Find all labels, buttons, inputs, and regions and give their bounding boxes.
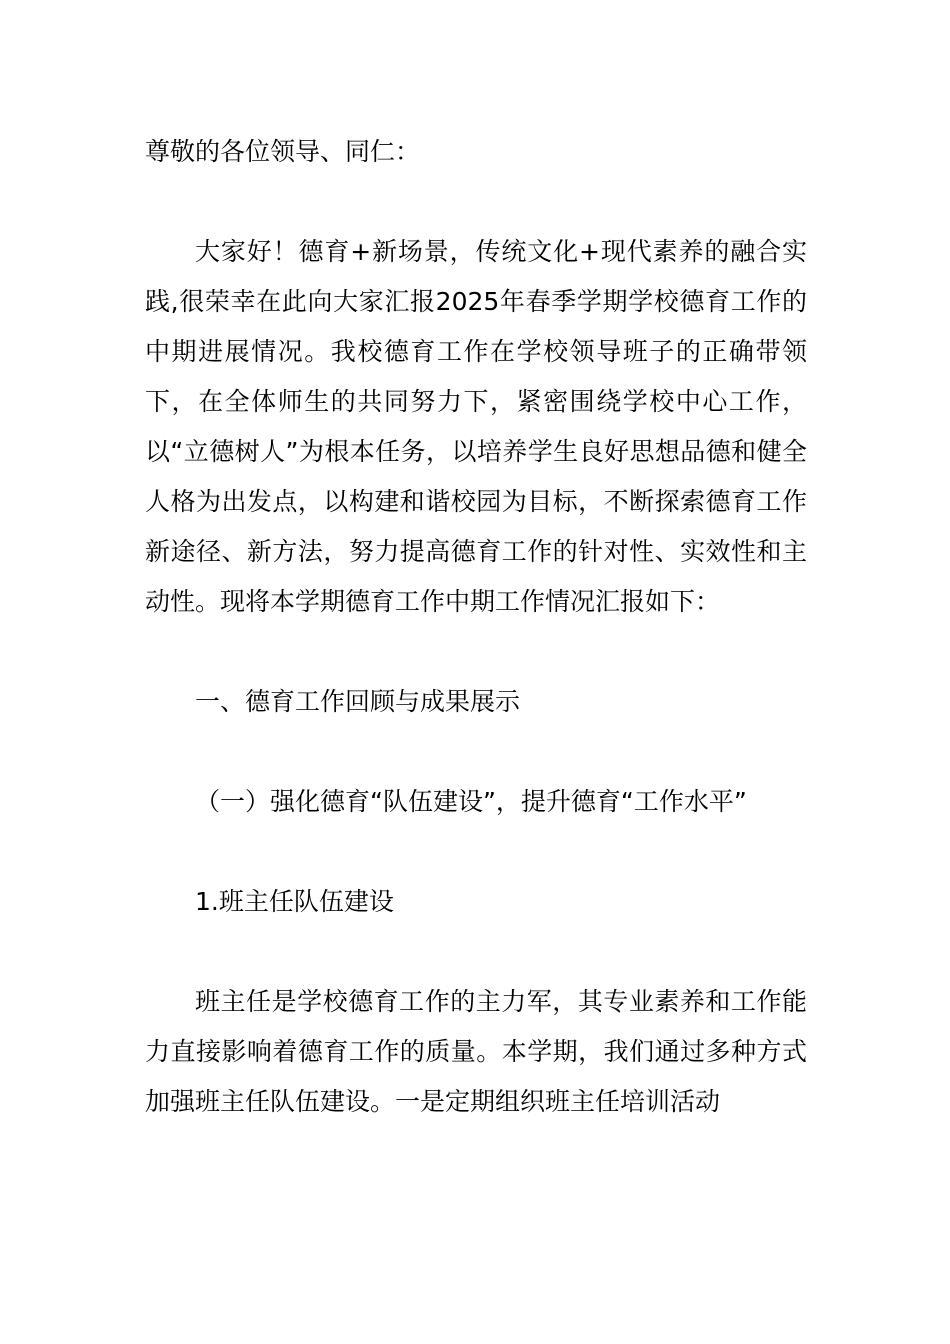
document-body bbox=[145, 127, 807, 1127]
subsection-heading: （一）强化德育“队伍建设”，提升德育“工作水平” bbox=[195, 787, 747, 816]
salutation: 尊敬的各位领导、同仁： bbox=[145, 137, 421, 166]
item-heading: 1.班主任队伍建设 bbox=[195, 887, 394, 916]
section-heading: 一、德育工作回顾与成果展示 bbox=[195, 687, 521, 716]
intro-paragraph: 大家好！德育+新场景，传统文化+现代素养的融合实践,很荣幸在此向大家汇报2025年春季学期学校德育工作的中期进展情况。我校德育工作在学校领导班子的正确带领下，在全体师生的共同努力下，紧密围绕学校中心工作，以“立德树人”为根本任务，以培养学生良好思想品德和健全人格为出发点，以构建和谐校园为目标，不断探索德育工作新途径、新方法，努力提高德育工作的针对性、实效性和主动性。现将本学期德育工作中期工作情况汇报如下： bbox=[145, 237, 807, 616]
item-body-paragraph: 班主任是学校德育工作的主力军，其专业素养和工作能力直接影响着德育工作的质量。本学期，我们通过多种方式加强班主任队伍建设。一是定期组织班主任培训活动 bbox=[145, 987, 807, 1116]
